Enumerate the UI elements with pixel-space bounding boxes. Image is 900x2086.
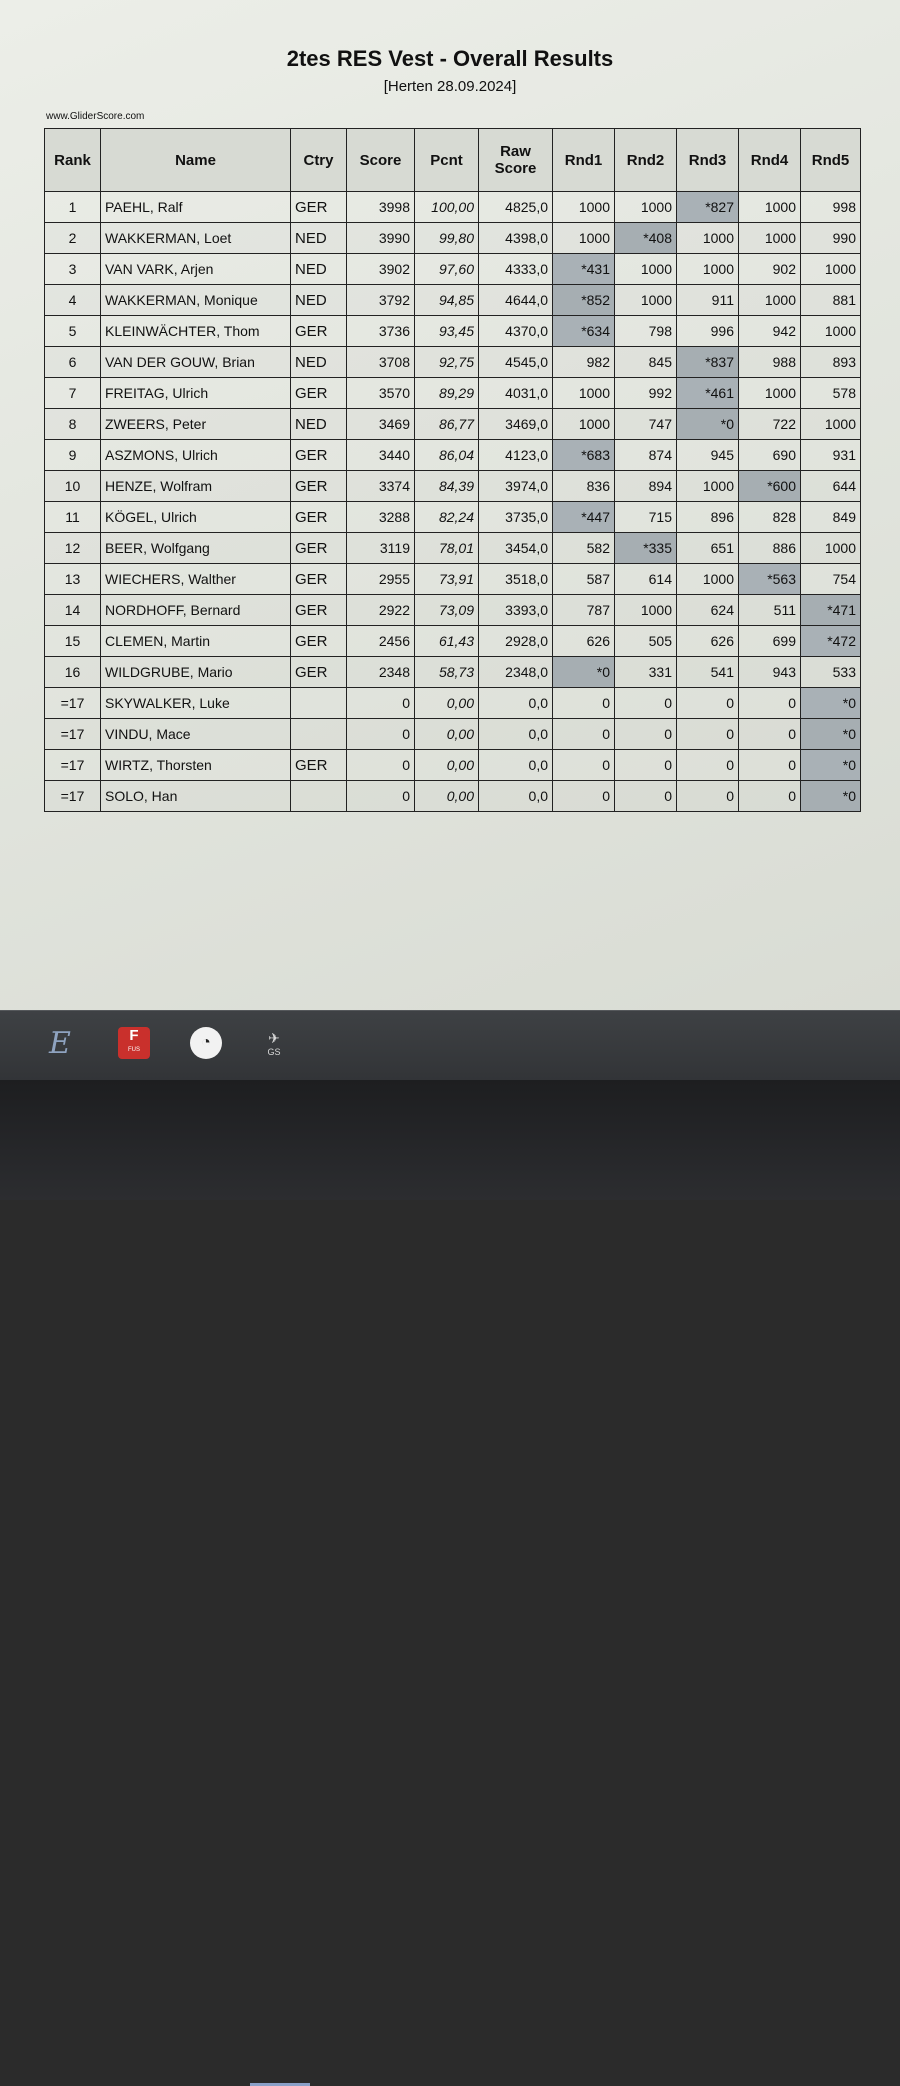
raw-score-cell: 2928,0 — [479, 626, 553, 657]
rank-cell: 15 — [45, 626, 101, 657]
results-table — [44, 128, 861, 812]
round2-cell: 1000 — [615, 254, 677, 285]
percent-cell: 99,80 — [415, 223, 479, 254]
raw-score-cell: 0,0 — [479, 719, 553, 750]
column-header: Rnd4 — [739, 129, 801, 192]
round4-cell: *600 — [739, 471, 801, 502]
table-row — [45, 750, 861, 781]
round1-cell: 1000 — [553, 192, 615, 223]
rank-cell: =17 — [45, 688, 101, 719]
round3-cell: *827 — [677, 192, 739, 223]
percent-cell: 78,01 — [415, 533, 479, 564]
e-app-icon[interactable] — [44, 1027, 76, 1059]
country-cell: NED — [291, 409, 347, 440]
score-cell: 2922 — [347, 595, 415, 626]
percent-cell: 97,60 — [415, 254, 479, 285]
column-header: Rnd2 — [615, 129, 677, 192]
round4-cell: 1000 — [739, 378, 801, 409]
round5-cell: *0 — [801, 719, 861, 750]
name-cell: SOLO, Han — [101, 781, 291, 812]
glider-icon: ✈ — [268, 1029, 280, 1046]
column-header: Rnd3 — [677, 129, 739, 192]
score-cell: 0 — [347, 750, 415, 781]
round4-cell: 943 — [739, 657, 801, 688]
rank-cell: 14 — [45, 595, 101, 626]
percent-cell: 82,24 — [415, 502, 479, 533]
rank-cell: =17 — [45, 750, 101, 781]
country-cell: GER — [291, 440, 347, 471]
round3-cell: 0 — [677, 719, 739, 750]
score-cell: 3998 — [347, 192, 415, 223]
round1-cell: 1000 — [553, 223, 615, 254]
round1-cell: 0 — [553, 781, 615, 812]
name-cell: BEER, Wolfgang — [101, 533, 291, 564]
score-cell: 0 — [347, 719, 415, 750]
round3-cell: 1000 — [677, 254, 739, 285]
round5-cell: 990 — [801, 223, 861, 254]
rank-cell: 12 — [45, 533, 101, 564]
raw-score-cell: 0,0 — [479, 781, 553, 812]
country-cell: GER — [291, 316, 347, 347]
round2-cell: 798 — [615, 316, 677, 347]
round1-cell: 1000 — [553, 409, 615, 440]
round5-cell: *0 — [801, 750, 861, 781]
table-header-row — [45, 129, 861, 192]
round4-cell: 942 — [739, 316, 801, 347]
name-cell: WAKKERMAN, Monique — [101, 285, 291, 316]
table-row — [45, 688, 861, 719]
country-cell: GER — [291, 471, 347, 502]
score-cell: 3792 — [347, 285, 415, 316]
fus-app-label: F — [129, 1027, 139, 1044]
rank-cell: 13 — [45, 564, 101, 595]
country-cell: GER — [291, 626, 347, 657]
percent-cell: 73,91 — [415, 564, 479, 595]
name-cell: WIRTZ, Thorsten — [101, 750, 291, 781]
round2-cell: 715 — [615, 502, 677, 533]
name-cell: KLEINWÄCHTER, Thom — [101, 316, 291, 347]
table-row — [45, 626, 861, 657]
table-row — [45, 254, 861, 285]
round1-cell: *683 — [553, 440, 615, 471]
rank-cell: 16 — [45, 657, 101, 688]
country-cell: GER — [291, 564, 347, 595]
score-cell: 3736 — [347, 316, 415, 347]
rank-cell: 7 — [45, 378, 101, 409]
round1-cell: 582 — [553, 533, 615, 564]
percent-cell: 84,39 — [415, 471, 479, 502]
country-cell: NED — [291, 223, 347, 254]
round5-cell: 533 — [801, 657, 861, 688]
percent-cell: 86,04 — [415, 440, 479, 471]
round5-cell: *0 — [801, 688, 861, 719]
round5-cell: *0 — [801, 781, 861, 812]
name-cell: HENZE, Wolfram — [101, 471, 291, 502]
round4-cell: *563 — [739, 564, 801, 595]
round4-cell: 902 — [739, 254, 801, 285]
score-cell: 3469 — [347, 409, 415, 440]
country-cell: GER — [291, 657, 347, 688]
round3-cell: 996 — [677, 316, 739, 347]
column-header: Rnd5 — [801, 129, 861, 192]
score-cell: 0 — [347, 781, 415, 812]
round4-cell: 0 — [739, 750, 801, 781]
rank-cell: 3 — [45, 254, 101, 285]
round4-cell: 511 — [739, 595, 801, 626]
rank-cell: 8 — [45, 409, 101, 440]
round3-cell: 541 — [677, 657, 739, 688]
name-cell: VAN DER GOUW, Brian — [101, 347, 291, 378]
raw-score-cell: 3974,0 — [479, 471, 553, 502]
table-row — [45, 378, 861, 409]
page-subtitle: [Herten 28.09.2024] — [383, 78, 517, 95]
round2-cell: 0 — [615, 688, 677, 719]
round2-cell: 747 — [615, 409, 677, 440]
round2-cell: 992 — [615, 378, 677, 409]
name-cell: KÖGEL, Ulrich — [101, 502, 291, 533]
round1-cell: 1000 — [553, 378, 615, 409]
raw-score-cell: 3393,0 — [479, 595, 553, 626]
percent-cell: 0,00 — [415, 750, 479, 781]
score-cell: 2348 — [347, 657, 415, 688]
round2-cell: 1000 — [615, 595, 677, 626]
raw-score-cell: 0,0 — [479, 688, 553, 719]
round2-cell: 0 — [615, 719, 677, 750]
table-row — [45, 657, 861, 688]
round5-cell: *471 — [801, 595, 861, 626]
round3-cell: 945 — [677, 440, 739, 471]
name-cell: CLEMEN, Martin — [101, 626, 291, 657]
round5-cell: 1000 — [801, 254, 861, 285]
round5-cell: 931 — [801, 440, 861, 471]
table-row — [45, 471, 861, 502]
round4-cell: 699 — [739, 626, 801, 657]
round3-cell: 624 — [677, 595, 739, 626]
rank-cell: 6 — [45, 347, 101, 378]
round3-cell: 0 — [677, 781, 739, 812]
percent-cell: 0,00 — [415, 719, 479, 750]
country-cell — [291, 688, 347, 719]
rank-cell: 2 — [45, 223, 101, 254]
round5-cell: 754 — [801, 564, 861, 595]
round2-cell: 331 — [615, 657, 677, 688]
name-cell: NORDHOFF, Bernard — [101, 595, 291, 626]
percent-cell: 73,09 — [415, 595, 479, 626]
round3-cell: 651 — [677, 533, 739, 564]
score-cell: 3570 — [347, 378, 415, 409]
round2-cell: 0 — [615, 781, 677, 812]
name-cell: WILDGRUBE, Mario — [101, 657, 291, 688]
score-cell: 3990 — [347, 223, 415, 254]
report-window — [0, 0, 900, 1010]
country-cell: GER — [291, 533, 347, 564]
round3-cell: 1000 — [677, 223, 739, 254]
percent-cell: 100,00 — [415, 192, 479, 223]
rank-cell: 10 — [45, 471, 101, 502]
round3-cell: *0 — [677, 409, 739, 440]
rank-cell: 5 — [45, 316, 101, 347]
round5-cell: 1000 — [801, 533, 861, 564]
percent-cell: 92,75 — [415, 347, 479, 378]
round4-cell: 0 — [739, 719, 801, 750]
round3-cell: 0 — [677, 750, 739, 781]
raw-score-cell: 4545,0 — [479, 347, 553, 378]
raw-score-cell: 4825,0 — [479, 192, 553, 223]
round5-cell: *472 — [801, 626, 861, 657]
round1-cell: *431 — [553, 254, 615, 285]
table-row — [45, 781, 861, 812]
country-cell — [291, 719, 347, 750]
column-header: Raw Score — [479, 129, 553, 192]
table-row — [45, 316, 861, 347]
table-row — [45, 347, 861, 378]
round1-cell: *852 — [553, 285, 615, 316]
circle-app-icon[interactable] — [190, 1027, 222, 1059]
round4-cell: 886 — [739, 533, 801, 564]
round2-cell: 874 — [615, 440, 677, 471]
round5-cell: 1000 — [801, 316, 861, 347]
percent-cell: 58,73 — [415, 657, 479, 688]
round4-cell: 0 — [739, 781, 801, 812]
circle-glyph-icon: ◔ — [201, 1034, 211, 1051]
name-cell: VINDU, Mace — [101, 719, 291, 750]
round4-cell: 828 — [739, 502, 801, 533]
column-header: Pcnt — [415, 129, 479, 192]
raw-score-cell: 2348,0 — [479, 657, 553, 688]
rank-cell: 9 — [45, 440, 101, 471]
rank-cell: 4 — [45, 285, 101, 316]
round2-cell: *408 — [615, 223, 677, 254]
name-cell: FREITAG, Ulrich — [101, 378, 291, 409]
percent-cell: 86,77 — [415, 409, 479, 440]
round4-cell: 1000 — [739, 192, 801, 223]
fus-app-icon[interactable] — [118, 1027, 150, 1059]
round4-cell: 690 — [739, 440, 801, 471]
e-app-label: E — [49, 1025, 71, 1061]
percent-cell: 61,43 — [415, 626, 479, 657]
raw-score-cell: 0,0 — [479, 750, 553, 781]
score-cell: 3902 — [347, 254, 415, 285]
round3-cell: 911 — [677, 285, 739, 316]
round4-cell: 1000 — [739, 223, 801, 254]
country-cell: NED — [291, 347, 347, 378]
round1-cell: 982 — [553, 347, 615, 378]
round4-cell: 988 — [739, 347, 801, 378]
site-link[interactable]: www.GliderScore.com — [46, 111, 145, 122]
round1-cell: 0 — [553, 688, 615, 719]
column-header: Score — [347, 129, 415, 192]
raw-score-cell: 3454,0 — [479, 533, 553, 564]
percent-cell: 0,00 — [415, 781, 479, 812]
table-row — [45, 192, 861, 223]
round5-cell: 998 — [801, 192, 861, 223]
round1-cell: 587 — [553, 564, 615, 595]
rank-cell: =17 — [45, 719, 101, 750]
column-header: Rank — [45, 129, 101, 192]
monitor-bezel — [0, 1080, 900, 1200]
round2-cell: 0 — [615, 750, 677, 781]
round4-cell: 722 — [739, 409, 801, 440]
fus-app-sublabel: FUS — [128, 1047, 140, 1053]
country-cell: GER — [291, 595, 347, 626]
score-cell: 3374 — [347, 471, 415, 502]
round1-cell: *634 — [553, 316, 615, 347]
score-cell: 2955 — [347, 564, 415, 595]
round3-cell: *837 — [677, 347, 739, 378]
round3-cell: 626 — [677, 626, 739, 657]
round2-cell: 1000 — [615, 285, 677, 316]
round2-cell: *335 — [615, 533, 677, 564]
table-body — [45, 192, 861, 812]
percent-cell: 89,29 — [415, 378, 479, 409]
name-cell: SKYWALKER, Luke — [101, 688, 291, 719]
rank-cell: =17 — [45, 781, 101, 812]
column-header: Name — [101, 129, 291, 192]
country-cell: GER — [291, 750, 347, 781]
country-cell: GER — [291, 378, 347, 409]
round3-cell: 1000 — [677, 564, 739, 595]
name-cell: PAEHL, Ralf — [101, 192, 291, 223]
round3-cell: *461 — [677, 378, 739, 409]
raw-score-cell: 3469,0 — [479, 409, 553, 440]
percent-cell: 93,45 — [415, 316, 479, 347]
round5-cell: 1000 — [801, 409, 861, 440]
round2-cell: 845 — [615, 347, 677, 378]
table-row — [45, 223, 861, 254]
percent-cell: 0,00 — [415, 688, 479, 719]
round4-cell: 1000 — [739, 285, 801, 316]
country-cell: GER — [291, 192, 347, 223]
round3-cell: 1000 — [677, 471, 739, 502]
round1-cell: 0 — [553, 750, 615, 781]
taskbar — [0, 1010, 900, 1081]
page-title: 2tes RES Vest - Overall Results — [286, 46, 614, 71]
name-cell: WAKKERMAN, Loet — [101, 223, 291, 254]
round1-cell: *0 — [553, 657, 615, 688]
round4-cell: 0 — [739, 688, 801, 719]
round1-cell: 626 — [553, 626, 615, 657]
country-cell — [291, 781, 347, 812]
score-cell: 3440 — [347, 440, 415, 471]
round2-cell: 894 — [615, 471, 677, 502]
name-cell: WIECHERS, Walther — [101, 564, 291, 595]
column-header: Ctry — [291, 129, 347, 192]
column-header: Rnd1 — [553, 129, 615, 192]
percent-cell: 94,85 — [415, 285, 479, 316]
raw-score-cell: 3518,0 — [479, 564, 553, 595]
raw-score-cell: 4333,0 — [479, 254, 553, 285]
round1-cell: 0 — [553, 719, 615, 750]
raw-score-cell: 4644,0 — [479, 285, 553, 316]
table-row — [45, 285, 861, 316]
table-row — [45, 409, 861, 440]
round1-cell: 787 — [553, 595, 615, 626]
round5-cell: 849 — [801, 502, 861, 533]
score-cell: 3288 — [347, 502, 415, 533]
table-row — [45, 564, 861, 595]
country-cell: GER — [291, 502, 347, 533]
rank-cell: 1 — [45, 192, 101, 223]
round2-cell: 1000 — [615, 192, 677, 223]
raw-score-cell: 4123,0 — [479, 440, 553, 471]
rank-cell: 11 — [45, 502, 101, 533]
raw-score-cell: 4370,0 — [479, 316, 553, 347]
table-row — [45, 440, 861, 471]
round1-cell: *447 — [553, 502, 615, 533]
round2-cell: 614 — [615, 564, 677, 595]
table-row — [45, 502, 861, 533]
score-cell: 3708 — [347, 347, 415, 378]
name-cell: ZWEERS, Peter — [101, 409, 291, 440]
round2-cell: 505 — [615, 626, 677, 657]
table-row — [45, 533, 861, 564]
score-cell: 2456 — [347, 626, 415, 657]
round5-cell: 644 — [801, 471, 861, 502]
name-cell: VAN VARK, Arjen — [101, 254, 291, 285]
table-row — [45, 595, 861, 626]
round3-cell: 0 — [677, 688, 739, 719]
round5-cell: 893 — [801, 347, 861, 378]
raw-score-cell: 4398,0 — [479, 223, 553, 254]
round5-cell: 578 — [801, 378, 861, 409]
name-cell: ASZMONS, Ulrich — [101, 440, 291, 471]
round3-cell: 896 — [677, 502, 739, 533]
raw-score-cell: 4031,0 — [479, 378, 553, 409]
raw-score-cell: 3735,0 — [479, 502, 553, 533]
gliderscore-app-icon[interactable] — [258, 1027, 290, 1059]
score-cell: 0 — [347, 688, 415, 719]
gliderscore-app-label: GS — [267, 1046, 281, 1057]
round1-cell: 836 — [553, 471, 615, 502]
score-cell: 3119 — [347, 533, 415, 564]
country-cell: NED — [291, 254, 347, 285]
round5-cell: 881 — [801, 285, 861, 316]
country-cell: NED — [291, 285, 347, 316]
table-row — [45, 719, 861, 750]
